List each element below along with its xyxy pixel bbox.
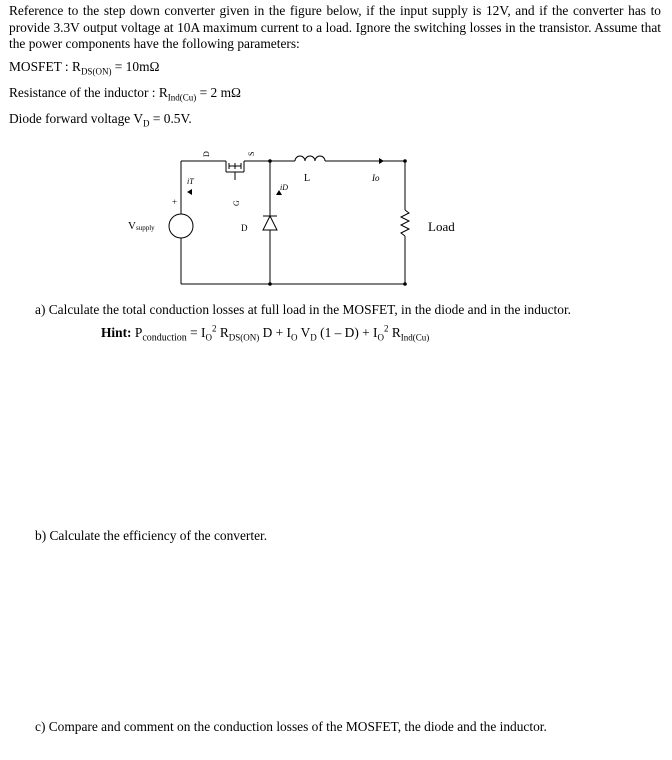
output-terminal-bottom bbox=[403, 282, 407, 286]
id-label: iD bbox=[280, 183, 288, 192]
hint-tail: (1 – D) + I bbox=[316, 325, 378, 340]
hint-p-sub: conduction bbox=[142, 332, 187, 344]
junction-dot-bottom bbox=[268, 282, 272, 286]
param-diode-prefix: Diode forward voltage V bbox=[9, 111, 143, 126]
mosfet-source-label: S bbox=[247, 151, 256, 156]
it-label: iT bbox=[187, 177, 194, 186]
question-a: a) Calculate the total conduction losses at full load in the MOSFET, in the diode and in the inductor. bbox=[35, 302, 572, 317]
hint-r3: R bbox=[388, 325, 401, 340]
it-arrow-icon bbox=[187, 189, 192, 195]
intro-paragraph: Reference to the step down converter given in the figure below, if the input supply is 12V, and if the converter has to provide 3.3V output voltage at 10A maximum current to a load. Ignore the switching losses in the transistor. Assume that the power components have the following parameters: bbox=[9, 3, 661, 51]
hint-sq3: 2 bbox=[384, 323, 389, 334]
buck-converter-diagram bbox=[0, 0, 672, 300]
hint-mid: D + I bbox=[259, 325, 291, 340]
hint-o1: O bbox=[205, 332, 212, 343]
param-diode-suffix: = 0.5V. bbox=[149, 111, 192, 126]
hint-o2: O bbox=[291, 332, 298, 343]
hint-p: P bbox=[134, 325, 143, 340]
param-inductor-prefix: Resistance of the inductor : R bbox=[9, 85, 168, 100]
supply-plus-label: + bbox=[172, 197, 178, 207]
io-arrow-icon bbox=[379, 158, 384, 164]
vsupply-label-main: V bbox=[128, 220, 136, 232]
mosfet-drain-label: D bbox=[202, 151, 211, 157]
io-label: Io bbox=[372, 173, 380, 183]
param-inductor-suffix: = 2 mΩ bbox=[196, 85, 241, 100]
param-diode-sub: D bbox=[143, 118, 150, 129]
param-mosfet-sub: DS(ON) bbox=[80, 66, 112, 77]
hint-r1: R bbox=[216, 325, 229, 340]
output-terminal-top bbox=[403, 159, 407, 163]
param-mosfet-prefix: MOSFET : R bbox=[9, 59, 81, 74]
hint-o3: O bbox=[377, 332, 385, 343]
hint-formula bbox=[101, 323, 430, 344]
inductor-label: L bbox=[304, 173, 311, 184]
load-label: Load bbox=[428, 219, 455, 234]
vsupply-label-sub: supply bbox=[136, 224, 155, 232]
question-b: b) Calculate the efficiency of the converter. bbox=[35, 528, 268, 543]
mosfet-gate-label: G bbox=[232, 200, 241, 206]
hint-label: Hint: bbox=[101, 325, 132, 340]
hint-v: V bbox=[297, 325, 311, 340]
param-mosfet-suffix: = 10mΩ bbox=[111, 59, 160, 74]
hint-sq1: 2 bbox=[211, 323, 217, 334]
diode-label: D bbox=[241, 223, 248, 233]
question-c: c) Compare and comment on the conduction losses of the MOSFET, the diode and the inductor. bbox=[35, 719, 547, 734]
hint-r3-sub: Ind(Cu) bbox=[400, 332, 430, 343]
hint-v-sub: D bbox=[310, 332, 317, 343]
hint-r1-sub: DS(ON) bbox=[228, 332, 260, 343]
junction-dot-top bbox=[268, 159, 272, 163]
hint-eq: = I bbox=[186, 325, 206, 340]
param-inductor-sub: Ind(Cu) bbox=[167, 92, 197, 103]
